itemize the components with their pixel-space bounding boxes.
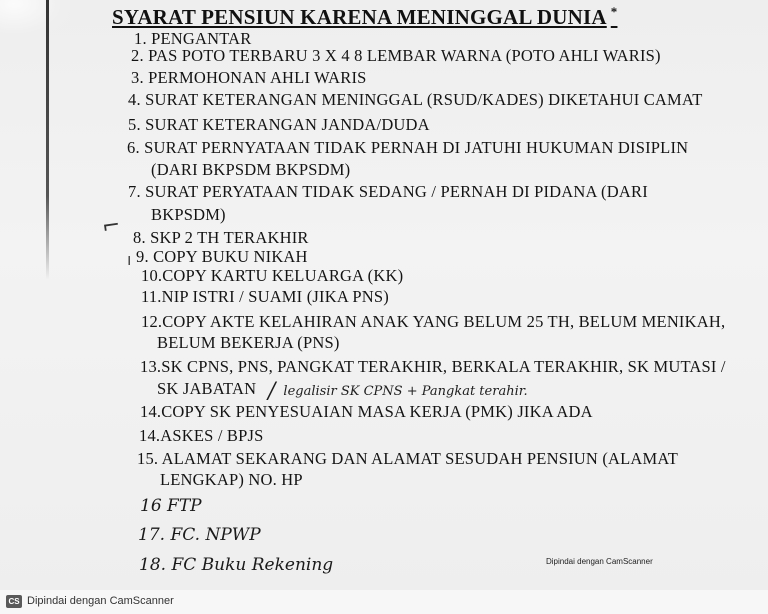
list-item-continuation: BELUM BEKERJA (PNS): [157, 333, 340, 352]
list-item: 13.SK CPNS, PNS, PANGKAT TERAKHIR, BERKALA TERAKHIR, SK MUTASI /: [140, 357, 726, 376]
scanner-watermark: Dipindai dengan CamScanner: [546, 557, 653, 566]
handwritten-item: 17. FC. NPWP: [138, 525, 261, 545]
list-item-continuation: BKPSDM): [151, 205, 226, 224]
handwritten-item: 16 FTP: [140, 496, 202, 516]
list-item: 14.COPY SK PENYESUAIAN MASA KERJA (PMK) JIKA ADA: [140, 402, 593, 421]
pen-stroke-mark: ı: [127, 250, 132, 269]
handwritten-annotation-text: legalisir SK CPNS + Pangkat terahir.: [283, 384, 528, 399]
list-item: 4. SURAT KETERANGAN MENINGGAL (RSUD/KADES) DIKETAHUI CAMAT: [128, 90, 703, 109]
list-item: 10.COPY KARTU KELUARGA (KK): [141, 266, 404, 285]
document-title: [112, 4, 617, 30]
scan-edge-mark: [46, 0, 49, 280]
list-item: 8. SKP 2 TH TERAKHIR: [133, 228, 309, 247]
list-item: 2. PAS POTO TERBARU 3 X 4 8 LEMBAR WARNA (POTO AHLI WARIS): [131, 46, 661, 65]
handwritten-annotation: [268, 376, 528, 404]
footer-watermark-text: Dipindai dengan CamScanner: [27, 595, 174, 607]
scan-shadow: [0, 0, 70, 40]
list-item: 7. SURAT PERYATAAN TIDAK SEDANG / PERNAH DI PIDANA (DARI: [128, 182, 648, 201]
list-item: 5. SURAT KETERANGAN JANDA/DUDA: [128, 115, 430, 134]
list-item: 12.COPY AKTE KELAHIRAN ANAK YANG BELUM 25 TH, BELUM MENIKAH,: [141, 312, 726, 331]
scanner-footer-bar: [0, 590, 768, 614]
pen-tick-mark: ⌐: [100, 212, 123, 241]
title-text: SYARAT PENSIUN KARENA MENINGGAL DUNIA: [112, 5, 607, 29]
list-item-continuation: SK JABATAN: [157, 379, 257, 398]
list-item: 6. SURAT PERNYATAAN TIDAK PERNAH DI JATUHI HUKUMAN DISIPLIN: [127, 138, 689, 157]
list-item: 14.ASKES / BPJS: [139, 426, 264, 445]
list-item-continuation: (DARI BKPSDM BKPSDM): [151, 160, 351, 179]
list-item: 11.NIP ISTRI / SUAMI (JIKA PNS): [141, 287, 389, 306]
title-mark: *: [610, 4, 618, 19]
list-item: 9. COPY BUKU NIKAH: [136, 247, 308, 266]
list-item: 15. ALAMAT SEKARANG DAN ALAMAT SESUDAH PENSIUN (ALAMAT: [137, 449, 678, 468]
list-item: 1. PENGANTAR: [134, 29, 252, 48]
camscanner-logo-icon: CS: [6, 595, 22, 608]
list-item-continuation: LENGKAP) NO. HP: [160, 470, 303, 489]
handwritten-slash: /: [268, 379, 276, 404]
handwritten-item: 18. FC Buku Rekening: [139, 555, 334, 575]
list-item: 3. PERMOHONAN AHLI WARIS: [131, 68, 367, 87]
